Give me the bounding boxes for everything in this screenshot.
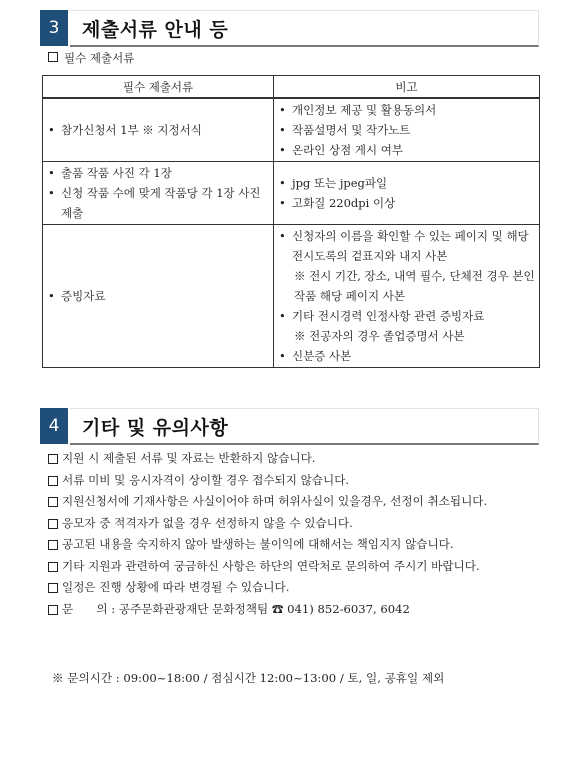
checkbox-icon — [48, 583, 58, 593]
list-item — [275, 226, 538, 306]
table-cell — [274, 225, 540, 368]
checkbox-icon — [48, 540, 58, 550]
list-item: • 신분증 사본 — [275, 346, 538, 366]
inquiry-hours-note: ※ 문의시간 : 09:00~18:00 / 점심시간 12:00~13:00 / 토, 일, 공휴일 제외 — [52, 671, 445, 685]
note-text: 신청자의 이름을 확인할 수 있는 페이지 및 해당 전시도록의 겉표지와 내지 사본 — [292, 229, 529, 263]
table-header-row — [43, 76, 540, 99]
table-row — [43, 98, 540, 162]
list-item: • 신청 작품 수에 맞게 작품당 각 1장 사진 제출 — [44, 183, 272, 223]
checkbox-icon — [48, 519, 58, 529]
list-item: • 고화질 220dpi 이상 — [275, 193, 538, 213]
required-docs-table — [42, 75, 540, 368]
checkbox-icon — [48, 476, 58, 486]
list-item: • 참가신청서 1부 ※ 지정서식 — [44, 120, 272, 140]
column-header: 필수 제출서류 — [43, 76, 274, 99]
note-text: 기타 전시경력 인정사항 관련 증빙자료 — [292, 309, 485, 323]
section-number: 3 — [40, 10, 68, 46]
table-cell — [43, 98, 274, 162]
checkbox-icon — [48, 497, 58, 507]
list-item: • 개인정보 제공 및 활용동의서 — [275, 100, 538, 120]
section-4-header — [40, 408, 539, 444]
section-title-box — [70, 408, 539, 445]
checkbox-icon — [48, 454, 58, 464]
table-cell — [274, 162, 540, 225]
required-docs-label: 필수 제출서류 — [48, 50, 134, 66]
notice-item: 지원 시 제출된 서류 및 자료는 반환하지 않습니다. — [42, 448, 542, 470]
note-sub: ※ 전시 기간, 장소, 내역 필수, 단체전 경우 본인 작품 해당 페이지 사본 — [294, 269, 535, 303]
column-header: 비고 — [274, 76, 540, 99]
table-cell — [43, 162, 274, 225]
table-row — [43, 162, 540, 225]
checkbox-icon — [48, 605, 58, 615]
notice-item: 일정은 진행 상황에 따라 변경될 수 있습니다. — [42, 577, 542, 599]
note-sub: ※ 전공자의 경우 졸업증명서 사본 — [294, 329, 465, 343]
checkbox-icon — [48, 562, 58, 572]
notice-list — [42, 448, 542, 620]
notice-item: 지원신청서에 기재사항은 사실이어야 하며 허위사실이 있을경우, 선정이 취소됩니다. — [42, 491, 542, 513]
contact-item: 문 의 : 공주문화관광재단 문화정책팀 ☎ 041) 852-6037, 6042 — [42, 599, 542, 621]
list-item: • 증빙자료 — [44, 286, 272, 306]
list-item — [275, 306, 538, 346]
table-row — [43, 225, 540, 368]
section-title: 기타 및 유의사항 — [82, 417, 229, 439]
section-number: 4 — [40, 408, 68, 444]
list-item: • 출품 작품 사진 각 1장 — [44, 163, 272, 183]
section-title: 제출서류 안내 등 — [82, 19, 229, 41]
notice-item: 응모자 중 적격자가 없을 경우 선정하지 않을 수 있습니다. — [42, 513, 542, 535]
list-item: • jpg 또는 jpeg파일 — [275, 173, 538, 193]
notice-item: 서류 미비 및 응시자격이 상이할 경우 접수되지 않습니다. — [42, 470, 542, 492]
list-item: • 온라인 상점 게시 여부 — [275, 140, 538, 160]
section-title-box — [70, 10, 539, 47]
list-item: • 작품설명서 및 작가노트 — [275, 120, 538, 140]
section-3-header — [40, 10, 539, 46]
table-cell — [274, 98, 540, 162]
table-cell — [43, 225, 274, 368]
checkbox-icon — [48, 52, 58, 62]
notice-item: 기타 지원과 관련하여 궁금하신 사항은 하단의 연락처로 문의하여 주시기 바랍니다. — [42, 556, 542, 578]
notice-item: 공고된 내용을 숙지하지 않아 발생하는 불이익에 대해서는 책임지지 않습니다. — [42, 534, 542, 556]
